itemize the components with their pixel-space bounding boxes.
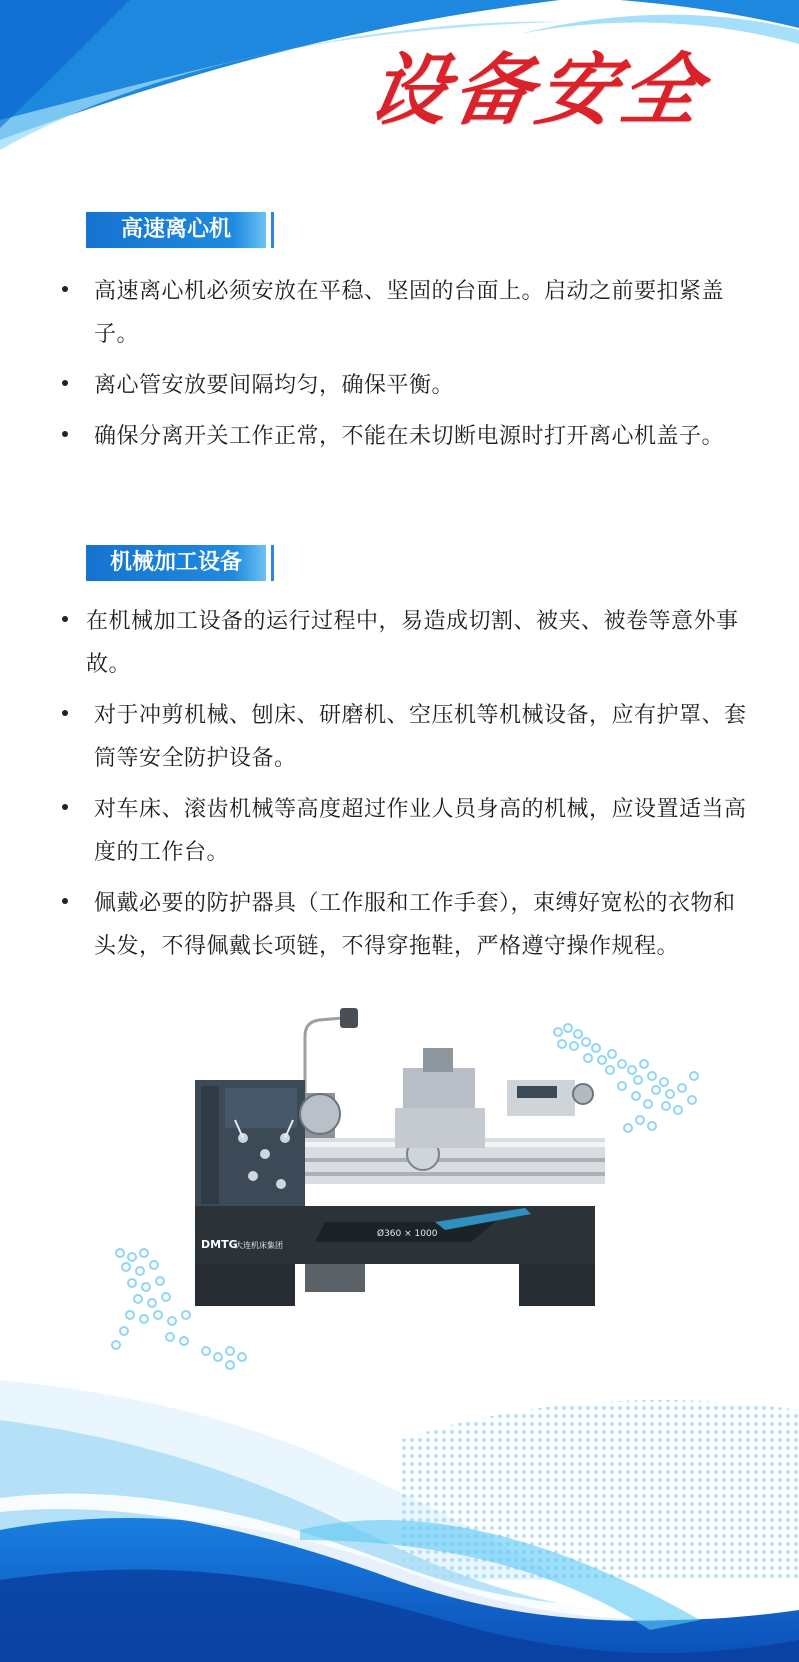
- bullet-icon: [62, 804, 68, 810]
- list-item: 离心管安放要间隔均匀，确保平衡。: [58, 364, 748, 407]
- bullet-icon: [62, 380, 68, 386]
- bullet-icon: [62, 286, 68, 292]
- machining-rules-list: [58, 600, 748, 976]
- list-item: 佩戴必要的防护器具（工作服和工作手套），束缚好宽松的衣物和头发，不得佩戴长项链，不得穿拖鞋，严格遵守操作规程。: [58, 882, 748, 968]
- bullet-icon: [62, 898, 68, 904]
- machine-maker-label: 大连机床集团: [235, 1241, 283, 1250]
- bullet-icon: [62, 431, 68, 437]
- bottom-wave-decoration: [0, 1380, 799, 1662]
- centrifuge-rules-list: [58, 270, 748, 466]
- section-tag-centrifuge: [86, 212, 266, 248]
- list-item: 对车床、滚齿机械等高度超过作业人员身高的机械，应设置适当高度的工作台。: [58, 788, 748, 874]
- list-item: 确保分离开关工作正常，不能在未切断电源时打开离心机盖子。: [58, 415, 748, 458]
- bullet-icon: [62, 616, 68, 622]
- bullet-icon: [62, 710, 68, 716]
- lamp-icon: [340, 1008, 358, 1028]
- section-tag-machining: [86, 545, 266, 581]
- list-item: 在机械加工设备的运行过程中，易造成切割、被夹、被卷等意外事故。: [58, 600, 748, 686]
- list-item: 高速离心机必须安放在平稳、坚固的台面上。启动之前要扣紧盖子。: [58, 270, 748, 356]
- tag-accent-bar: [271, 212, 274, 248]
- page-title: 设备安全: [362, 45, 715, 136]
- tag-accent-bar: [271, 545, 274, 581]
- list-item: 对于冲剪机械、刨床、研磨机、空压机等机械设备，应有护罩、套筒等安全防护设备。: [58, 694, 748, 780]
- machine-model-label: Ø360 × 1000: [377, 1229, 438, 1239]
- lathe-machine-image: [195, 1008, 635, 1308]
- section-heading: 机械加工设备: [109, 550, 242, 575]
- machine-brand-label: DMTG: [201, 1238, 238, 1251]
- section-heading: 高速离心机: [120, 217, 231, 242]
